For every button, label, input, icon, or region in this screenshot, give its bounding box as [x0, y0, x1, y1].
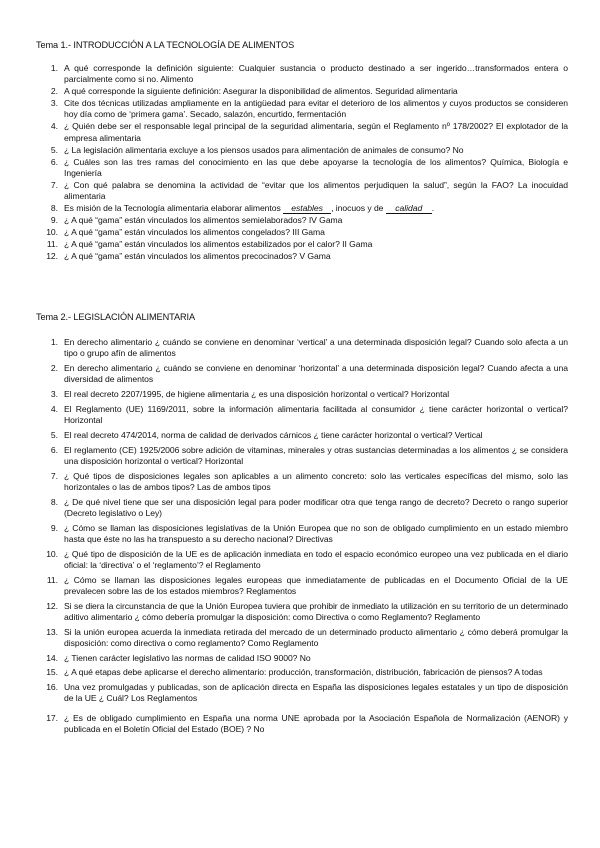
section-2-question-list [36, 337, 568, 739]
item-text: ¿ Qué tipos de disposiciones legales son aplicables a un alimento concreto: solo las verticales específicas del mismo, solo las horizontales o las de ambos tipos? Las de ambos tipos [64, 470, 568, 492]
item-number: 10. [46, 227, 58, 238]
item-text: ¿ Cómo se llaman las disposiciones legislativas de la Unión Europea que no son de obligado cumplimiento en un estado miembro hasta que éste no las ha transpuesto a su derecho nacional? Directivas [64, 522, 568, 544]
section-1-title: Tema 1.- INTRODUCCIÓN A LA TECNOLOGÍA DE ALIMENTOS [36, 40, 295, 50]
list-item [36, 601, 568, 623]
item-text: En derecho alimentario ¿ cuándo se conviene en denominar ‘horizontal’ a una determinada disposición legal? Cuando afecta a una diversidad de alimentos [64, 363, 568, 385]
item-number: 10. [46, 548, 58, 559]
item-number: 6. [50, 156, 58, 167]
item-text [64, 203, 568, 214]
list-item [36, 121, 568, 143]
item-text: El real decreto 2207/1995, de higiene alimentaria ¿ es una disposición horizontal o vertical? Horizontal [64, 389, 450, 399]
item-text: Si la unión europea acuerda la inmediata retirada del mercado de un determinado producto alimentario ¿ cómo deberá promulgar la disposición: como directiva o como reglamento? Como Reglamento [64, 626, 568, 648]
list-item [36, 549, 568, 571]
list-item [36, 445, 568, 467]
item-text: ¿ Cómo se llaman las disposiciones legales europeas que inmediatamente de publicadas en el Documento Oficial de la UE prevalecen sobre las de los estados miembros? Reglamentos [64, 574, 568, 596]
item-text: ¿ De qué nivel tiene que ser una disposición legal para poder modificar otra que tenga rango de decreto? Decreto o rango superior (Decreto legislativo o Ley) [64, 496, 568, 518]
item-number: 4. [50, 403, 58, 414]
item-text: A qué corresponde la siguiente definición: Asegurar la disponibilidad de alimentos. Seguridad alimentaria [64, 86, 458, 97]
list-item [36, 239, 568, 250]
list-item [36, 98, 568, 120]
list-item [36, 337, 568, 359]
section-1-question-list [36, 63, 568, 263]
item-text: Una vez promulgadas y publicadas, son de aplicación directa en España las disposiciones legales estatales y un tipo de disposición de la UE ¿ Cuál? Los Reglamentos [64, 682, 568, 704]
item-number: 16. [46, 682, 58, 693]
item-text: A qué corresponde la definición siguiente: Cualquier sustancia o producto destinado a ser ingerido…transformados entera o parcialmente como si no. Alimento [64, 63, 568, 85]
item-number: 2. [50, 363, 58, 373]
item-number: 12. [46, 251, 58, 262]
list-item [36, 203, 568, 214]
item-text: ¿ Tienen carácter legislativo las normas de calidad ISO 9000? No [64, 652, 311, 663]
section-2-title: Tema 2.- LEGISLACIÓN ALIMENTARIA [36, 312, 195, 322]
item-text: ¿ Cuáles son las tres ramas del conocimiento en las que debe apoyarse la tecnología de los alimentos? Química, Biología e Ingeniería [64, 156, 568, 178]
item-text: Si se diera la circunstancia de que la Unión Europea tuviera que prohibir de inmediato la utilización en su territorio de un determinado aditivo alimentario ¿ cómo debería promulgar la disposición: como Directiva o como Reglamento? Reglamento [64, 600, 568, 622]
list-item [36, 682, 568, 704]
list-item [36, 497, 568, 519]
list-item [36, 180, 568, 202]
list-item [36, 227, 568, 238]
item-text: ¿ A qué etapas debe aplicarse el derecho alimentario: producción, transformación, distribución, fabricación de piensos? A todas [64, 667, 543, 678]
item-number: 13. [46, 626, 58, 637]
item-text: ¿ Qué tipo de disposición de la UE es de aplicación inmediata en todo el espacio económico europeo una vez publicada en el diario oficial: la ‘directiva’ o el ‘reglamento’? el Reglamento [64, 548, 568, 570]
list-item [36, 363, 568, 385]
item-text: El reglamento (CE) 1925/2006 sobre adición de vitaminas, minerales y otras sustancias determinadas a los alimentos ¿ se considera una disposición horizontal o vertical? Horizontal [64, 444, 568, 466]
list-item [36, 653, 568, 664]
list-item [36, 523, 568, 545]
list-item [36, 471, 568, 493]
list-item [36, 575, 568, 597]
item-text-middle: , inocuos y de [331, 203, 386, 214]
item-number: 1. [50, 337, 58, 347]
item-text: ¿ La legislación alimentaria excluye a los piensos usados para alimentación de animales de consumo? No [64, 144, 464, 155]
list-item [36, 86, 568, 97]
item-number: 3. [50, 98, 58, 109]
item-number: 8. [50, 203, 58, 214]
item-number: 9. [50, 215, 58, 226]
item-text-prefix: Es misión de la Tecnología alimentaria elaborar alimentos [64, 203, 284, 214]
item-text-suffix: . [431, 203, 435, 214]
item-number: 3. [50, 389, 58, 399]
list-item [36, 215, 568, 226]
item-number: 2. [50, 86, 58, 97]
list-item [36, 430, 568, 441]
item-number: 11. [46, 574, 58, 585]
list-item [36, 251, 568, 262]
fill-blank-answer: estables [283, 204, 331, 214]
item-text: ¿ A qué “gama” están vinculados los alimentos precocinados? V Gama [64, 251, 331, 262]
list-item [36, 145, 568, 156]
item-number: 9. [50, 522, 58, 533]
item-number: 14. [46, 652, 58, 663]
item-number: 4. [50, 121, 58, 132]
list-item [36, 667, 568, 678]
item-number: 8. [50, 496, 58, 507]
item-number: 5. [50, 429, 58, 440]
fill-blank-answer: calidad [386, 204, 432, 214]
item-text: ¿ A qué “gama” están vinculados los alimentos congelados? III Gama [64, 227, 325, 238]
item-number: 15. [46, 667, 58, 678]
list-item [36, 63, 568, 85]
item-number: 6. [50, 444, 58, 455]
item-text: El Reglamento (UE) 1169/2011, sobre la información alimentaria facilitada al consumidor ¿ tiene carácter horizontal o vertical? Horizontal [64, 403, 568, 425]
list-item [36, 404, 568, 426]
item-text: Cite dos técnicas utilizadas ampliamente en la antigüedad para evitar el deterioro de los alimentos y cuyos productos se consideren hoy día como de ‘primera gama’. Secado, salazón, encurtido, fermentación [64, 98, 568, 120]
item-number: 1. [50, 63, 58, 73]
item-text: ¿ A qué “gama” están vinculados los alimentos semielaborados? IV Gama [64, 215, 343, 226]
item-text: ¿ Quién debe ser el responsable legal principal de la seguridad alimentaria, según el Reglamento nº 178/2002? El explotador de la empresa alimentaria [64, 121, 568, 143]
list-item [36, 627, 568, 649]
item-text: ¿ Es de obligado cumplimiento en España una norma UNE aprobada por la Asociación Española de Normalización (AENOR) y publicada en el Boletín Oficial del Estado (BOE) ? No [64, 712, 568, 734]
item-text: En derecho alimentario ¿ cuándo se conviene en denominar ‘vertical’ a una determinada disposición legal? Cuando solo afecta a un tipo o grupo afín de alimentos [64, 337, 568, 359]
list-item [36, 713, 568, 735]
list-item [36, 389, 568, 400]
item-text: El real decreto 474/2014, norma de calidad de derivados cárnicos ¿ tiene carácter horizontal o vertical? Vertical [64, 429, 483, 440]
item-text: ¿ Con qué palabra se denomina la actividad de “evitar que los alimentos perjudiquen la salud”, según la FAO? La inocuidad alimentaria [64, 179, 568, 202]
item-number: 5. [50, 144, 58, 155]
item-number: 12. [46, 600, 58, 611]
item-text: ¿ A qué “gama” están vinculados los alimentos estabilizados por el calor? II Gama [64, 239, 373, 250]
item-number: 7. [50, 179, 58, 190]
item-number: 17. [46, 712, 58, 723]
item-number: 7. [50, 470, 58, 481]
list-item [36, 157, 568, 179]
item-number: 11. [46, 239, 58, 250]
